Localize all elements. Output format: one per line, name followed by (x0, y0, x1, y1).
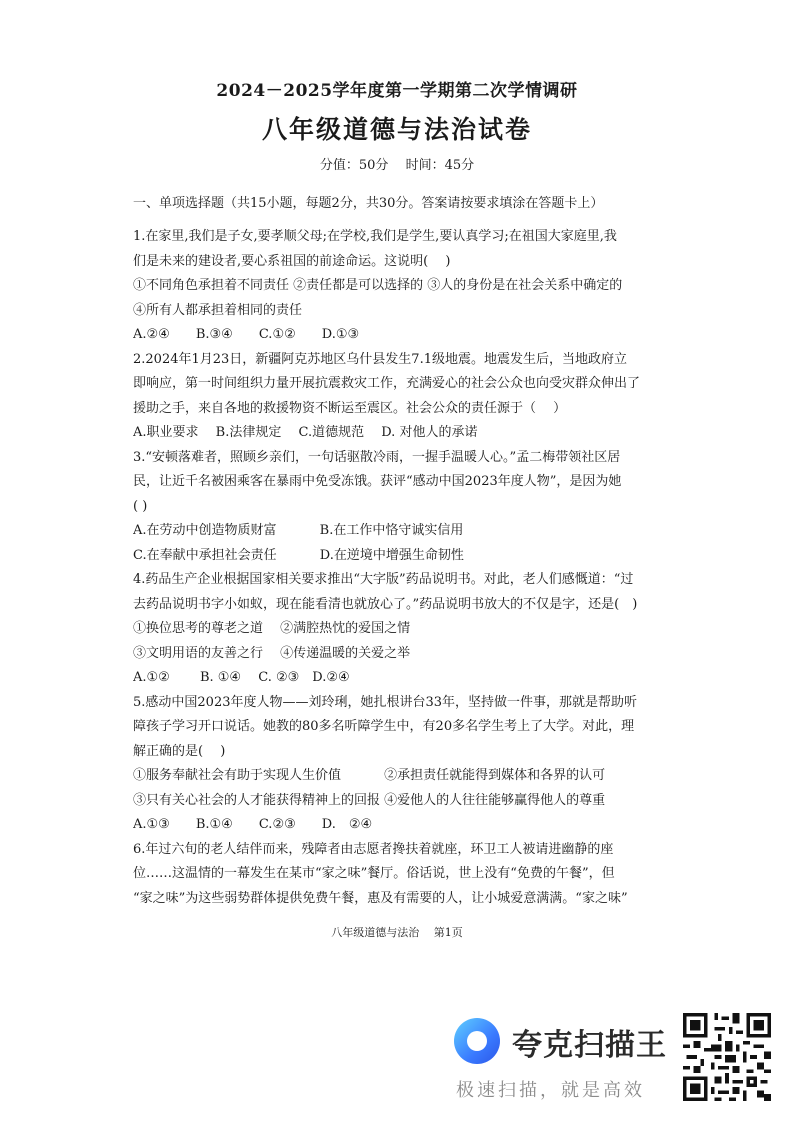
text-line: 位……这温情的一幕发生在某市“家之味”餐厅。俗话说，世上没有“免费的午餐”，但 (133, 866, 615, 881)
text-line: 5.感动中国2023年度人物——刘玲琍，她扎根讲台33年，坚持做一件事，那就是帮助听 (133, 694, 638, 710)
text-line: 2.2024年1月23日，新疆阿克苏地区乌什县发生7.1级地震。地震发生后，当地政府立 (133, 351, 627, 367)
text-line: ①服务奉献社会有助于实现人生价值 ②承担责任就能得到媒体和各界的认可 (133, 768, 606, 783)
page-footer: 八年级道德与法治 第1页 (331, 926, 463, 939)
text-line: 们是未来的建设者,要心系祖国的前途命运。这说明( ) (133, 253, 451, 269)
text-line: 解正确的是( ) (133, 743, 226, 759)
text-line: 援助之手，来自各地的救援物资不断运至震区。社会公众的责任源于（ ） (133, 400, 567, 416)
exam-title: 八年级道德与法治试卷 (261, 115, 532, 144)
brand-slogan: 极速扫描，就是高效 (456, 1080, 645, 1101)
text-line: 障孩子学习开口说话。她教的80多名听障学生中，有20多名学生考上了大学。对此，理 (133, 719, 635, 734)
scanner-watermark (454, 1014, 680, 1104)
text-line: 6.年过六旬的老人结伴而来，残障者由志愿者搀扶着就座，环卫工人被请进幽静的座 (133, 841, 614, 857)
text-line: ( ) (133, 498, 148, 514)
text-line: ③文明用语的友善之行 ④传递温暖的关爱之举 (133, 645, 411, 661)
text-line: A.在劳动中创造物质财富 B.在工作中恪守诚实信用 (133, 523, 464, 538)
section-heading (133, 192, 673, 217)
text-line: 即响应，第一时间组织力量开展抗震救灾工作，充满爱心的社会公众也向受灾群众伸出了 (133, 376, 641, 391)
quark-logo-icon (454, 1018, 500, 1064)
section-heading-text: 一、单项选择题（共15小题，每题2分，共30分。答案请按要求填涂在答题卡上） (133, 196, 604, 211)
question-block (133, 225, 673, 911)
qr-code-icon (683, 1013, 771, 1101)
text-line: A.②④ B.③④ C.①② D.①③ (133, 327, 360, 342)
exam-meta: 分值：50分 时间：45分 (319, 158, 475, 173)
text-line: “家之味”为这些弱势群体提供免费午餐，惠及有需要的人，让小城爱意满满。“家之味” (133, 890, 628, 906)
text-line: ①换位思考的尊老之道 ②满腔热忱的爱国之情 (133, 621, 411, 636)
text-line: C.在奉献中承担社会责任 D.在逆境中增强生命韧性 (133, 547, 464, 563)
text-line: ③只有关心社会的人才能获得精神上的回报 ④爱他人的人往往能够赢得他人的尊重 (133, 792, 606, 808)
text-line: A.①③ B.①④ C.②③ D. ②④ (133, 817, 373, 832)
text-line: 3.“安顿落难者，照顾乡亲们，一句话驱散冷雨，一握手温暖人心。”孟二梅带领社区居 (133, 449, 621, 465)
text-line: 1.在家里,我们是子女,要孝顺父母;在学校,我们是学生,要认真学习;在祖国大家庭里,我 (133, 229, 617, 244)
exam-period-heading: 2024－2025学年度第一学期第二次学情调研 (216, 81, 578, 101)
text-line: A.职业要求 B.法律规定 C.道德规范 D. 对他人的承诺 (133, 425, 478, 440)
text-line: 民，让近千名被困乘客在暴雨中免受冻饿。获评“感动中国2023年度人物”，是因为她 (133, 474, 622, 489)
text-line: 4.药品生产企业根据国家相关要求推出“大字版”药品说明书。对此，老人们感慨道：“过 (133, 572, 634, 587)
text-line: ④所有人都承担着相同的责任 (133, 302, 303, 318)
text-line: A.①② B. ①④ C. ②③ D.②④ (133, 670, 350, 685)
brand-name: 夸克扫描王 (512, 1028, 667, 1063)
text-line: 去药品说明书字小如蚁，现在能看清也就放心了。”药品说明书放大的不仅是字，还是( ) (133, 596, 638, 612)
text-line: ①不同角色承担着不同责任 ②责任都是可以选择的 ③人的身份是在社会关系中确定的 (133, 278, 623, 293)
